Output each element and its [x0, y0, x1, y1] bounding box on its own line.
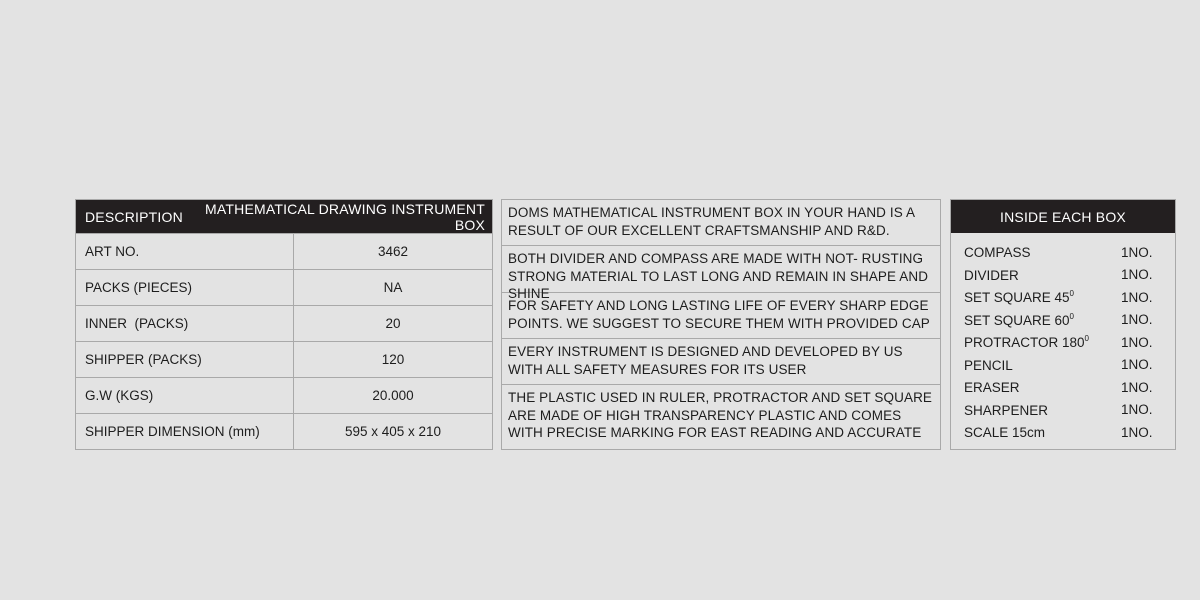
- spec-value: 120: [294, 342, 493, 378]
- feature-statement: DOMS MATHEMATICAL INSTRUMENT BOX IN YOUR HAND IS A RESULT OF OUR EXCELLENT CRAFTSMANSHIP AND R&D.: [508, 205, 915, 238]
- feature-statement: FOR SAFETY AND LONG LASTING LIFE OF EVERY SHARP EDGE POINTS. WE SUGGEST TO SECURE THEM WITH PROVIDED CAP: [502, 292, 940, 338]
- item-qty: 1NO.: [1121, 267, 1153, 283]
- item-name: ERASER: [964, 380, 1020, 396]
- list-item: [951, 421, 1175, 444]
- item-qty: 1NO.: [1121, 312, 1153, 328]
- table-row: [76, 378, 492, 414]
- contents-list: [951, 233, 1175, 444]
- features-panel: [501, 199, 941, 450]
- item-name: SET SQUARE $60^0$: [964, 311, 1074, 328]
- item-qty: 1NO.: [1121, 424, 1153, 440]
- spec-value: 20: [294, 306, 493, 342]
- feature-statement: THE PLASTIC USED IN RULER, PROTRACTOR AND SET SQUARE ARE MADE OF HIGH TRANSPARENCY PLASTIC AND COMES WITH PRECISE MARKING FOR EAST READING AND ACCURATE: [502, 384, 940, 448]
- feature-statement: BOTH DIVIDER AND COMPASS ARE MADE WITH NOT- RUSTING STRONG MATERIAL TO LAST LONG AND REMAIN IN SHAPE AND SHINE: [502, 245, 940, 292]
- spec-value: 595 x 405 x 210: [294, 414, 493, 450]
- table-row: [76, 234, 492, 270]
- table-row: [76, 270, 492, 306]
- spec-label: SHIPPER DIMENSION (mm): [76, 414, 294, 450]
- list-item: [951, 376, 1175, 399]
- spec-value: 20.000: [294, 378, 493, 414]
- item-name: SHARPENER: [964, 402, 1049, 418]
- table-row: [76, 306, 492, 342]
- item-name: PENCIL: [964, 357, 1013, 373]
- spec-value: 3462: [294, 234, 493, 270]
- spec-header-label: DESCRIPTION: [85, 208, 183, 225]
- list-item: [951, 264, 1175, 287]
- list-item: [951, 399, 1175, 422]
- spec-table-header: [76, 200, 492, 233]
- spec-label: PACKS (PIECES): [76, 270, 294, 306]
- item-qty: 1NO.: [1121, 289, 1153, 305]
- item-qty: 1NO.: [1121, 244, 1153, 260]
- spec-header-value: MATHEMATICAL DRAWING INSTRUMENT BOX: [205, 200, 485, 233]
- list-item: [951, 354, 1175, 377]
- table-row: [76, 414, 492, 450]
- spec-label: SHIPPER (PACKS): [76, 342, 294, 378]
- feature-statement: EVERY INSTRUMENT IS DESIGNED AND DEVELOPED BY US WITH ALL SAFETY MEASURES FOR ITS USER: [502, 338, 940, 384]
- list-item: [951, 241, 1175, 264]
- list-item: [951, 331, 1175, 354]
- item-name: DIVIDER: [964, 267, 1019, 283]
- spec-label: ART NO.: [76, 234, 294, 270]
- item-name: PROTRACTOR $180^0$: [964, 334, 1089, 351]
- spec-label: G.W (KGS): [76, 378, 294, 414]
- item-qty: 1NO.: [1121, 402, 1153, 418]
- item-qty: 1NO.: [1121, 357, 1153, 373]
- table-row: [76, 342, 492, 378]
- list-item: [951, 286, 1175, 309]
- spec-label: INNER (PACKS): [76, 306, 294, 342]
- spec-value: NA: [294, 270, 493, 306]
- item-qty: 1NO.: [1121, 379, 1153, 395]
- spec-table: [75, 199, 493, 450]
- item-qty: 1NO.: [1121, 334, 1153, 350]
- list-item: [951, 309, 1175, 332]
- inside-box-panel: [950, 199, 1176, 450]
- item-name: SCALE 15cm: [964, 425, 1046, 441]
- item-name: COMPASS: [964, 245, 1031, 261]
- item-name: SET SQUARE $45^0$: [964, 289, 1074, 306]
- inside-box-title: INSIDE EACH BOX: [951, 200, 1175, 233]
- spec-rows: [76, 233, 492, 449]
